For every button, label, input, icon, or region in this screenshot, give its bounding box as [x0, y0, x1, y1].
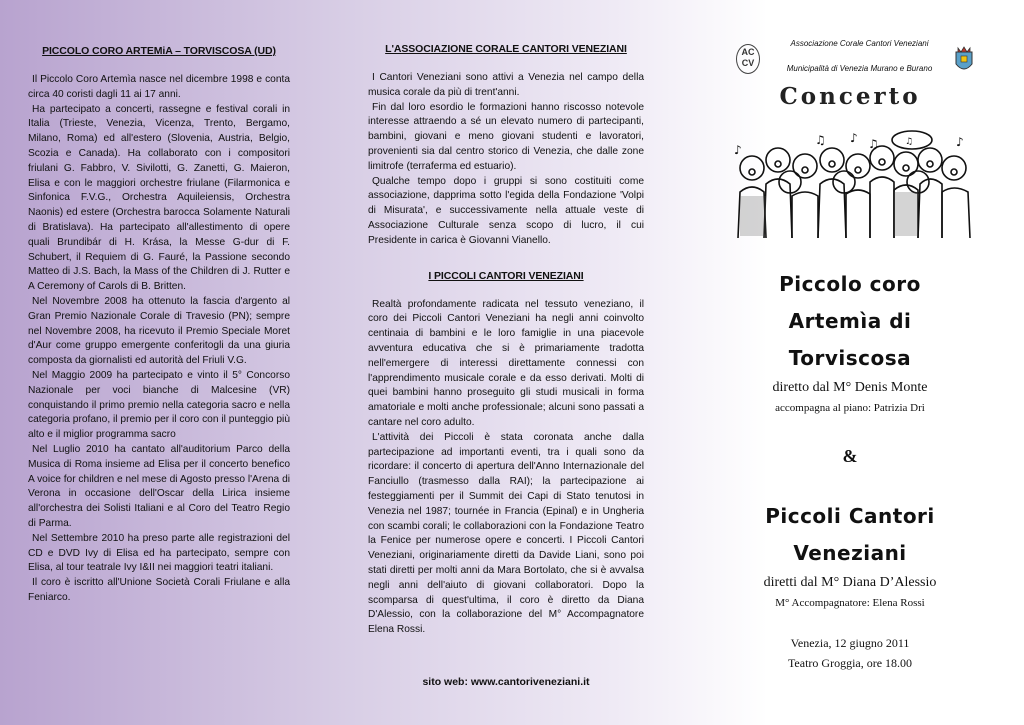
association-body [368, 71, 644, 249]
logo-text: AC CV [741, 47, 755, 68]
svg-text:♫: ♫ [905, 137, 914, 147]
accompanist2: M° Accompagnatore: Elena Rossi [775, 597, 925, 609]
middle-heading-piccoli: I PICCOLI CANTORI VENEZIANI [428, 269, 584, 282]
left-body [28, 73, 290, 606]
choir2-title-line: Veneziani [793, 541, 907, 565]
choir1-title-line: Torviscosa [788, 346, 912, 370]
piccoli-paragraph: Realtà profondamente radicata nel tessuto veneziano, il coro dei Piccoli Cantori Veneziani ha negli anni coinvolto centinaia di bambini e le loro famiglie in una piacevole avventura educativa che si è primariamente tradotta nell'emergere di interessi direttamente connessi con l'apprendimento musicale corale e da esso derivati. Molti di quei bambini hanno proseguito gli studi musicali in forma amatoriale e molti anche professionale; alcuni sono passati a cantare nel coro adulto. [368, 298, 644, 428]
svg-text:♫: ♫ [868, 137, 879, 151]
choir1-title [730, 266, 970, 377]
piccoli-body [368, 298, 644, 638]
event-venue: Teatro Groggia, ore 18.00 [787, 656, 913, 670]
choir1-title-line: Artemìa di [788, 309, 912, 333]
choir2-title [730, 498, 970, 572]
svg-text:♪: ♪ [850, 131, 858, 145]
director1: diretto dal M° Denis Monte [772, 380, 928, 395]
ampersand: & [842, 446, 858, 466]
crest-icon [954, 44, 974, 74]
association-paragraph: Fin dal loro esordio le formazioni hanno riscosso notevole interesse attraendo a sé un elevato numero di partecipanti, bambini, giovani e meno giovani studenti e lavoratori, provenienti sia dal centro storico di Venezia, che dalle zone limitrofe (terraferma ed estuario). [368, 101, 644, 172]
association-paragraph: I Cantori Veneziani sono attivi a Venezia nel campo della musica corale da più di trent'anni. [368, 72, 644, 98]
choir-illustration-icon [730, 130, 975, 240]
website-link[interactable]: sito web: www.cantoriveneziani.it [422, 675, 590, 688]
event-date: Venezia, 12 giugno 2011 [790, 636, 910, 650]
municipality-name: Municipalità di Venezia Murano e Burano [786, 64, 933, 73]
left-panel [28, 0, 290, 606]
middle-heading-association: L'ASSOCIAZIONE CORALE CANTORI VENEZIANI [385, 43, 627, 55]
svg-text:♫: ♫ [815, 133, 826, 147]
choir1-title-line: Piccolo coro [779, 272, 921, 296]
director2: diretti dal M° Diana D’Alessio [763, 575, 937, 590]
left-paragraph: Nel Maggio 2009 ha partecipato e vinto il 5° Concorso Nazionale per voci bianche di Malcesine (VR) conquistando il primo premio nella categoria sacro e nella categoria profano, il premio per il coro con il punteggio più alto e il miglior programma sacro [28, 369, 290, 441]
piccoli-paragraph: L'attività dei Piccoli è stata coronata anche dalla partecipazione ad importanti eventi, tra i quali sono da ricordare: il concerto di apertura dell'Anno Internazionale del Fanciullo (trasmesso dalla RAI); la partecipazione ai festeggiamenti per il Summit dei Capi di Stato tenutosi in Venezia nel 1987; tournée in Francia (Epinal) e in Ungheria con scambi corali; le collaborazioni con la Fondazione Teatro la Fenice per numerose opere e concerti. I Piccoli Cantori Veneziani, originariamente diretti da Davide Liani, sono poi stati diretti per molti anni da Mara Bortolato, che si è avvalsa negli anni dell'aiuto di giovani collaboratori. Dopo la scomparsa di quest'ultima, il coro è diretto da Diana D'Alessio, con la collaborazione del M° Accompagnatore Elena Rossi. [368, 431, 644, 636]
left-paragraph: Il coro è iscritto all'Unione Società Corali Friulane e alla Feniarco. [28, 577, 290, 603]
accv-logo [736, 44, 760, 74]
left-paragraph: Ha partecipato a concerti, rassegne e festival corali in Italia (Trieste, Venezia, Vicenza, Trento, Bergamo, Milano, Roma) ed all'estero (Slovenia, Austria, Belgio, Scozia e Canada). Ha collaborato con i compositori friulani G. Fabbro, V. Sivilotti, G. Zanetti, G. Maieron, Elisa e con le maggiori orchestre friulane (Filarmonica e Sinfonica F.V.G., Orchestra Aquileiensis, Orchestra Naonis) ed estere (Orchestra barocca Solamente Naturali di Bratislava). Ha partecipato all'allestimento di opere quali Brundibár di H. Krása, la Messe G-dur di F. Schubert, il Requiem di G. Fauré, la Passione secondo Matteo di J.S. Bach, la Mass of the Children di J. Rutter e A Ceremony of Carols di B. Britten. [28, 103, 290, 293]
svg-text:♪: ♪ [734, 143, 742, 157]
left-heading: PICCOLO CORO ARTEMiA – TORVISCOSA (UD) [42, 45, 276, 57]
association-name: Associazione Corale Cantori Veneziani [790, 39, 929, 48]
choir2-title-line: Piccoli Cantori [765, 504, 935, 528]
left-paragraph: Nel Luglio 2010 ha cantato all'auditorium Parco della Musica di Roma insieme ad Elisa per il concerto benefico A voice for children e nel mese di Agosto presso l'Arena di Verona in occasione dell'Oscar della Lirica insieme all'orchestra dei Solisti Italiani e al Coro del Teatro Regio di Parma. [28, 443, 290, 529]
left-paragraph: Nel Novembre 2008 ha ottenuto la fascia d'argento al Gran Premio Nazionale Corale di Travesio (PN); sempre nel Novembre 2008, ha ricevuto il Premio Speciale Moret d'Aur come gruppo emergente conferitogli da una giuria composta da giornalisti ed autorità del Friuli V.G. [28, 295, 290, 367]
concerto-title: Concerto [779, 83, 921, 110]
association-paragraph: Qualche tempo dopo i gruppi si sono costituiti come associazione, dapprima sotto l'egida della Fondazione 'Volpi di Misurata', e successivamente nella attuale veste di Associazione Culturale senza scopo di lucro, il cui Presidente in carica è Giovanni Vianello. [368, 175, 644, 246]
svg-text:♪: ♪ [956, 135, 964, 149]
left-paragraph: Il Piccolo Coro Artemìa nasce nel dicembre 1998 e conta circa 40 coristi dagli 11 ai 17 anni. [28, 74, 290, 100]
piano1: accompagna al piano: Patrizia Dri [775, 402, 925, 414]
middle-panel [368, 0, 644, 688]
left-paragraph: Nel Settembre 2010 ha preso parte alle registrazioni del CD e DVD Ivy di Elisa ed ha partecipato, sempre con Elisa, al tour teatrale Ivy I&II nei maggiori teatri italiani. [28, 532, 290, 574]
